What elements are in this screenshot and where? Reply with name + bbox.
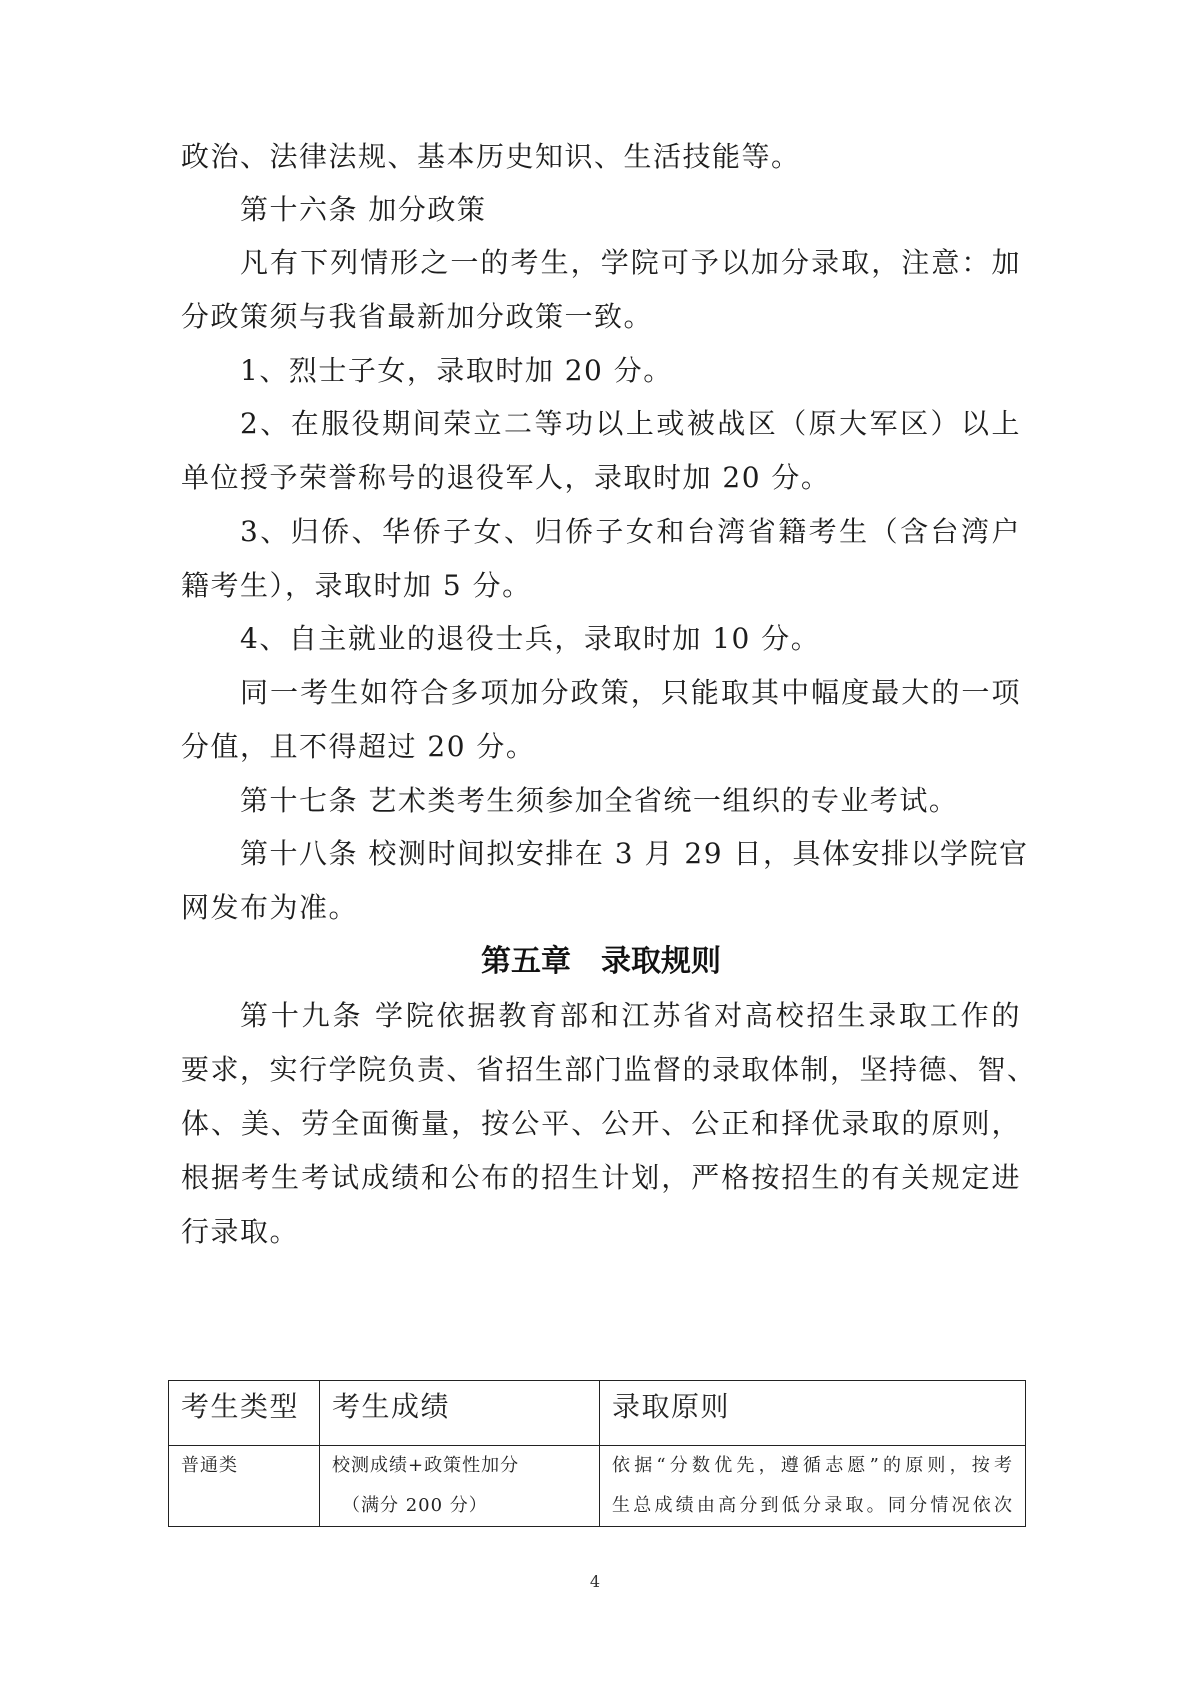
- cell-type-text: 普通类: [181, 1455, 238, 1476]
- bonus-item-3-line-1: 3、归侨、华侨子女、归侨子女和台湾省籍考生（含台湾户: [240, 515, 1021, 548]
- table-row: [169, 1446, 1026, 1527]
- chapter-heading: 第五章 录取规则: [481, 944, 721, 979]
- cell-candidate-type: [169, 1446, 320, 1527]
- header-candidate-type: 考生类型: [169, 1381, 320, 1446]
- article-19-line-3: 体、美、劳全面衡量，按公平、公开、公正和择优录取的原则，: [181, 1107, 1021, 1140]
- bonus-intro-line-2: 分政策须与我省最新加分政策一致。: [181, 300, 654, 333]
- article-19-line-1: 第十九条 学院依据教育部和江苏省对高校招生录取工作的: [240, 999, 1021, 1032]
- paragraph-continuation: 政治、法律法规、基本历史知识、生活技能等。: [181, 140, 801, 173]
- article-16-title: 第十六条 加分政策: [240, 193, 487, 226]
- article-19-line-5: 行录取。: [181, 1215, 300, 1248]
- bonus-intro-line-1: 凡有下列情形之一的考生，学院可予以加分录取，注意：加: [240, 246, 1021, 279]
- article-18-line-1: 第十八条 校测时间拟安排在 3 月 29 日，具体安排以学院官: [240, 837, 1029, 870]
- admission-table: [168, 1380, 1026, 1527]
- cell-score-line-2: （满分 200 分）: [342, 1495, 488, 1516]
- table-header-row: [169, 1381, 1026, 1446]
- article-17: 第十七条 艺术类考生须参加全省统一组织的专业考试。: [240, 784, 959, 817]
- article-19-line-2: 要求，实行学院负责、省招生部门监督的录取体制，坚持德、智、: [181, 1053, 1037, 1086]
- cell-admission-principle: [600, 1446, 1026, 1527]
- bonus-rule-line-1: 同一考生如符合多项加分政策，只能取其中幅度最大的一项: [240, 676, 1021, 709]
- article-19-line-4: 根据考生考试成绩和公布的招生计划，严格按招生的有关规定进: [181, 1161, 1021, 1194]
- cell-score-line-1: 校测成绩+政策性加分: [332, 1455, 520, 1476]
- bonus-item-3-line-2: 籍考生），录取时加 5 分。: [181, 569, 532, 602]
- header-admission-principle: 录取原则: [600, 1381, 1026, 1446]
- cell-candidate-score: [320, 1446, 600, 1527]
- bonus-item-1: 1、烈士子女，录取时加 20 分。: [240, 354, 673, 387]
- bonus-rule-line-2: 分值，且不得超过 20 分。: [181, 730, 536, 763]
- cell-principle-line-1: 依据“分数优先，遵循志愿”的原则，按考: [612, 1455, 1013, 1476]
- cell-principle-line-2: 生总成绩由高分到低分录取。同分情况依次: [612, 1495, 1013, 1516]
- article-18-line-2: 网发布为准。: [181, 891, 359, 924]
- bonus-item-2-line-1: 2、在服役期间荣立二等功以上或被战区（原大军区）以上: [240, 407, 1021, 440]
- page-number: 4: [589, 1572, 601, 1591]
- bonus-item-2-line-2: 单位授予荣誉称号的退役军人，录取时加 20 分。: [181, 461, 831, 494]
- bonus-item-4: 4、自主就业的退役士兵，录取时加 10 分。: [240, 622, 821, 655]
- header-candidate-score: 考生成绩: [320, 1381, 600, 1446]
